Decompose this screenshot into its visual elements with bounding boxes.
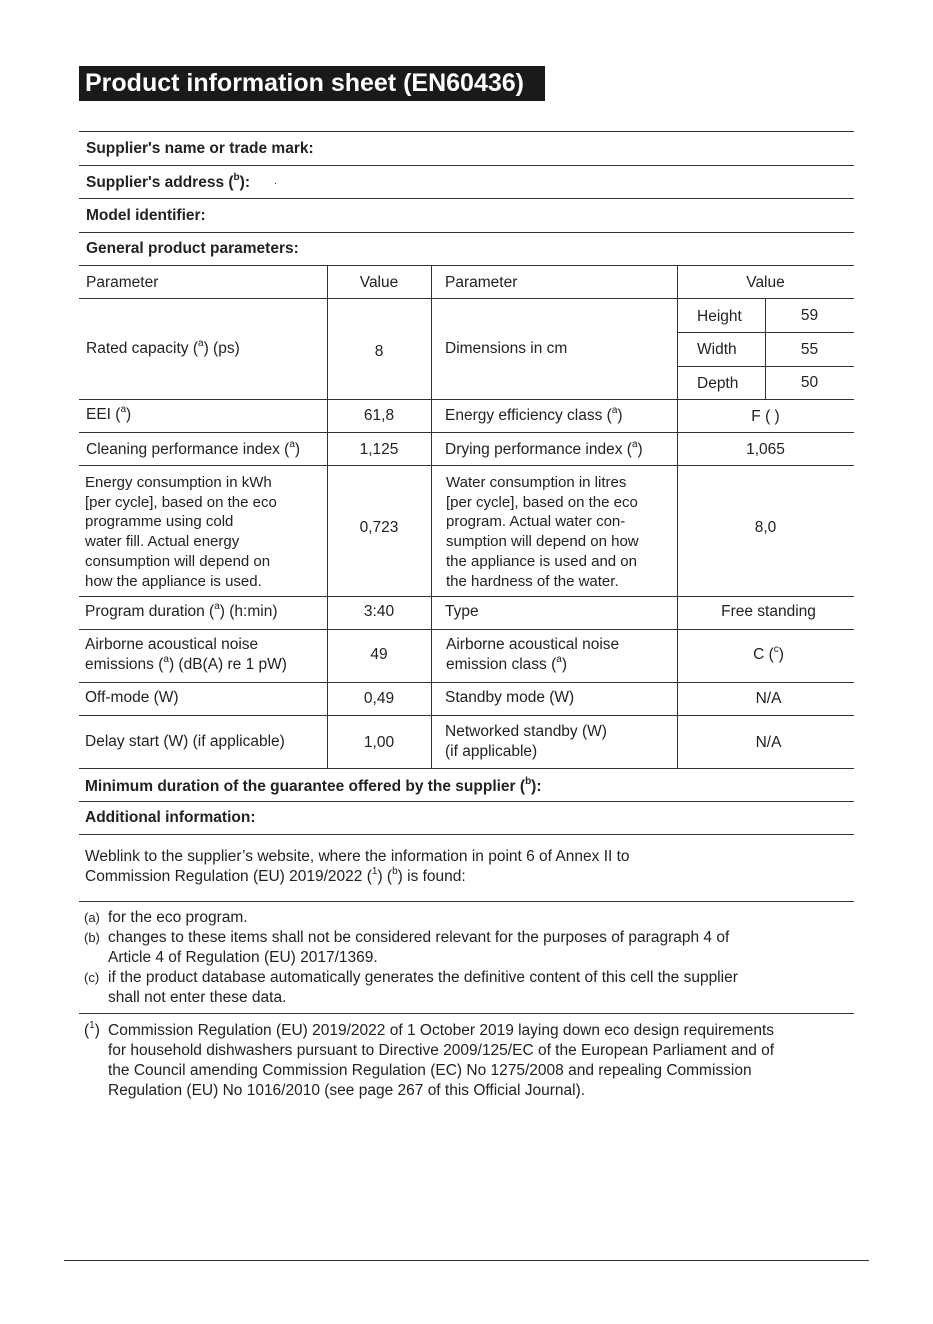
height-label: Height	[697, 308, 742, 325]
eei-value: 61,8	[363, 407, 395, 424]
model-identifier-label: Model identifier:	[86, 207, 206, 224]
supplier-address-value: .	[274, 176, 277, 187]
drying-index-value: 1,065	[746, 441, 785, 458]
rule	[79, 432, 854, 433]
noise-value: 49	[370, 646, 388, 663]
rule	[79, 801, 854, 802]
note-c-mark: (c)	[84, 970, 100, 985]
networked-standby-label: Networked standby (W) (if applicable)	[445, 723, 607, 760]
footnote-text: Commission Regulation (EU) 2019/2022 of 1 October 2019 laying down eco design requirements for household dishwashers pursuant to Directive 2009/125/EC of the European Parliament and of the Council amending Commission Regulation (EC) No 1275/2008 and repealing Commission Regulation (EU) No 1016/2010 (see page 267 of this Official Journal).	[108, 1022, 775, 1099]
rule	[79, 901, 854, 902]
dimensions-label: Dimensions in cm	[445, 340, 568, 357]
noise-class-value: C ($^c$)	[753, 643, 784, 663]
rule	[79, 232, 854, 233]
weblink-text: Weblink to the supplier’s website, where the information in point 6 of Annex II to Commission Regulation (EU) 2019/2022 ($^1$) ($^b$) is found:	[85, 848, 630, 885]
program-duration-value: 3:40	[363, 603, 395, 620]
width-value: 55	[800, 341, 819, 358]
column-header: Value	[746, 274, 785, 291]
off-mode-label: Off-mode (W)	[85, 689, 179, 706]
rule	[79, 1013, 854, 1014]
page-title: Product information sheet (EN60436)	[79, 66, 545, 101]
depth-value: 50	[800, 374, 819, 391]
rule	[79, 399, 854, 400]
water-consumption-label: Water consumption in litres [per cycle], based on the eco program. Actual water con- sumption will depend on how the appliance is used and on the hardness of the water.	[446, 474, 639, 590]
networked-standby-value: N/A	[755, 734, 782, 751]
rule	[79, 198, 854, 199]
rule	[79, 298, 854, 299]
height-value: 59	[800, 307, 819, 324]
note-a-text: for the eco program.	[108, 909, 248, 926]
note-c-text: if the product database automatically generates the definitive content of this cell the supplier shall not enter these data.	[108, 969, 738, 1006]
rule	[79, 682, 854, 683]
supplier-address-label: Supplier's address ($^b$):	[86, 171, 250, 191]
width-label: Width	[697, 341, 737, 358]
delay-start-value: 1,00	[363, 734, 395, 751]
type-label: Type	[445, 603, 479, 620]
rated-capacity-value: 8	[374, 343, 384, 360]
cleaning-index-value: 1,125	[359, 441, 399, 458]
column-header: Parameter	[445, 274, 518, 291]
rule	[79, 265, 854, 266]
depth-label: Depth	[697, 375, 739, 392]
cleaning-index-label: Cleaning performance index ($^a$)	[86, 438, 301, 458]
type-value: Free standing	[721, 603, 816, 620]
eei-label: EEI ($^a$)	[86, 403, 132, 423]
program-duration-label: Program duration ($^a$) (h:min)	[85, 600, 278, 620]
note-b-text: changes to these items shall not be considered relevant for the purposes of paragraph 4 of Article 4 of Regulation (EU) 2017/1369.	[108, 929, 730, 966]
standby-label: Standby mode (W)	[445, 689, 575, 706]
footnote-mark: ($^1$)	[84, 1019, 100, 1039]
note-b-mark: (b)	[84, 930, 100, 945]
rule	[79, 629, 854, 630]
delay-start-label: Delay start (W) (if applicable)	[85, 733, 285, 750]
additional-info-heading: Additional information:	[85, 809, 256, 826]
standby-value: N/A	[755, 690, 782, 707]
rule	[79, 715, 854, 716]
energy-consumption-value: 0,723	[359, 519, 399, 536]
rule	[79, 465, 854, 466]
rule	[79, 834, 854, 835]
column-header: Value	[359, 274, 399, 291]
supplier-name-label: Supplier's name or trade mark:	[86, 140, 314, 157]
off-mode-value: 0,49	[363, 690, 395, 707]
rule	[79, 131, 854, 132]
rated-capacity-label: Rated capacity ($^a$) (ps)	[86, 337, 240, 357]
general-params-heading: General product parameters:	[86, 240, 299, 257]
energy-consumption-label: Energy consumption in kWh [per cycle], based on the eco programme using cold water fill. Actual energy consumption will depend on how the appliance is used.	[85, 474, 277, 590]
energy-class-label: Energy efficiency class ($^a$)	[445, 404, 623, 424]
note-a-mark: (a)	[84, 910, 100, 925]
column-header: Parameter	[86, 274, 159, 291]
guarantee-label: Minimum duration of the guarantee offered by the supplier ($^b$):	[85, 775, 542, 795]
rule	[79, 165, 854, 166]
energy-class-value: F ( )	[751, 408, 780, 425]
rule	[79, 596, 854, 597]
noise-label: Airborne acoustical noise emissions ($^a$) (dB(A) re 1 pW)	[85, 636, 287, 673]
column-divider	[431, 265, 432, 768]
rule	[79, 768, 854, 769]
page-footer-rule	[64, 1260, 869, 1261]
drying-index-label: Drying performance index ($^a$)	[445, 438, 643, 458]
noise-class-label: Airborne acoustical noise emission class ($^a$)	[446, 636, 620, 673]
water-consumption-value: 8,0	[754, 519, 777, 536]
